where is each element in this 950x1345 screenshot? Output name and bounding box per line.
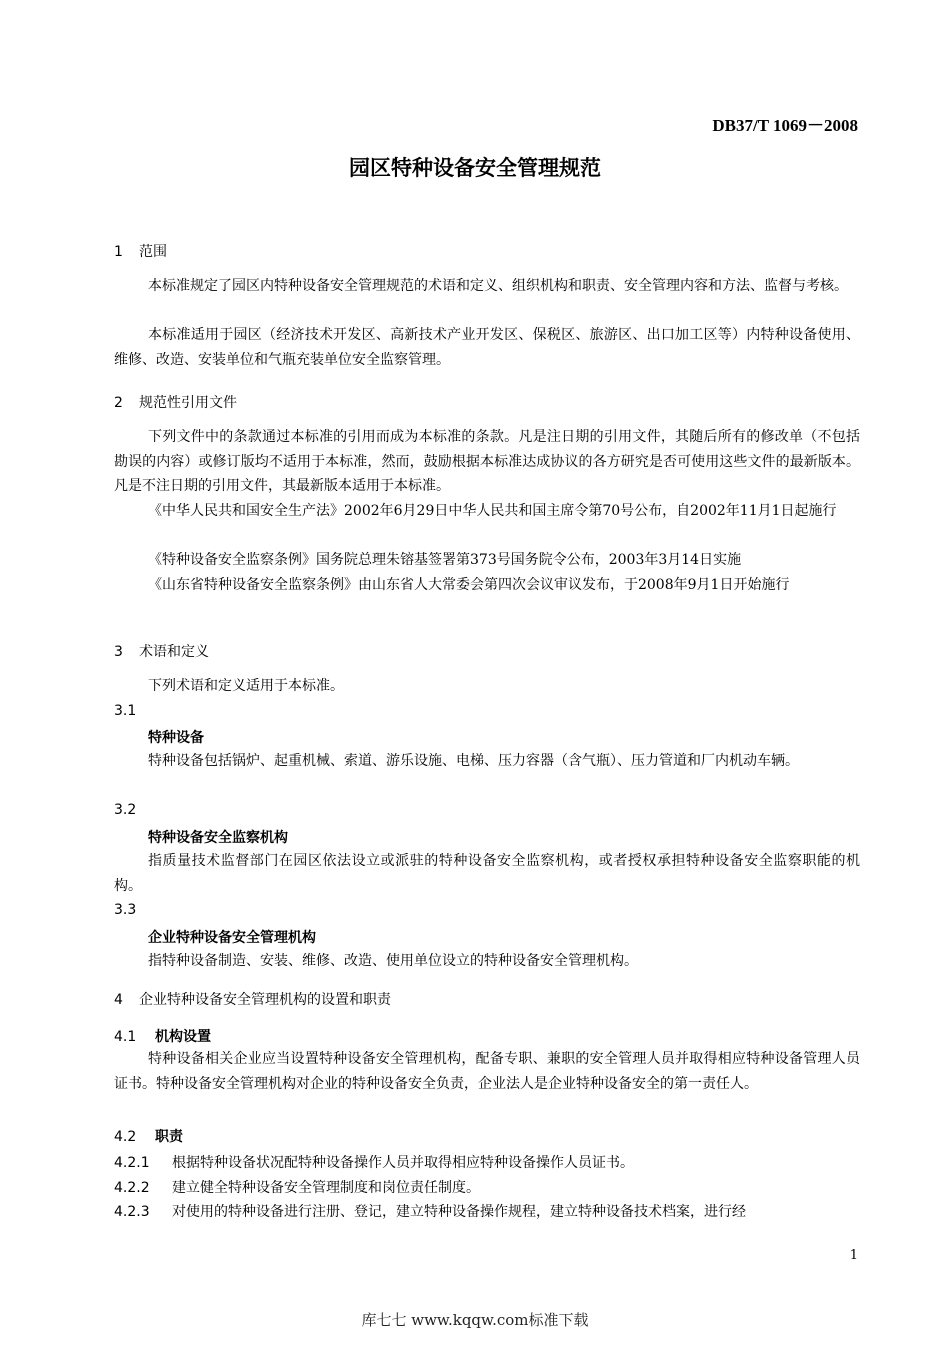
term-definition: 指特种设备制造、安装、维修、改造、使用单位设立的特种设备安全管理机构。 bbox=[148, 953, 638, 969]
section-number: 2 bbox=[114, 395, 123, 411]
term-definition: 指质量技术监督部门在园区依法设立或派驻的特种设备安全监察机构，或者授权承担特种设备安全监察职能的机构。 bbox=[114, 853, 860, 894]
section-number: 1 bbox=[114, 244, 123, 260]
section-4-heading bbox=[114, 989, 391, 1009]
term-definition: 特种设备包括锅炉、起重机械、索道、游乐设施、电梯、压力容器（含气瓶）、压力管道和厂内机动车辆。 bbox=[148, 753, 799, 769]
section-title: 企业特种设备安全管理机构的设置和职责 bbox=[139, 992, 391, 1008]
clause-number: 4.2.2 bbox=[114, 1180, 150, 1196]
subsection-number: 4.2 bbox=[114, 1129, 137, 1145]
term-number: 3.2 bbox=[114, 802, 137, 818]
term-name: 企业特种设备安全管理机构 bbox=[148, 930, 316, 946]
page-number: 1 bbox=[849, 1248, 858, 1263]
section-title: 规范性引用文件 bbox=[139, 395, 237, 411]
footer-watermark: 库七七 www.kqqw.com标准下载 bbox=[361, 1311, 589, 1329]
section-number: 4 bbox=[114, 992, 123, 1008]
document-title: 园区特种设备安全管理规范 bbox=[349, 156, 601, 180]
clause-number: 4.2.3 bbox=[114, 1204, 150, 1220]
subsection-title: 职责 bbox=[155, 1129, 183, 1145]
section-1-paragraph-1: 本标准规定了园区内特种设备安全管理规范的术语和定义、组织机构和职责、安全管理内容和方法、监督与考核。 bbox=[148, 278, 848, 294]
subsection-4-1-heading bbox=[114, 1026, 211, 1046]
term-name: 特种设备 bbox=[148, 730, 204, 746]
section-title: 术语和定义 bbox=[139, 644, 209, 660]
standard-code: DB37/T 1069－2008 bbox=[712, 116, 858, 135]
section-2-heading bbox=[114, 392, 237, 412]
clause-4-2-3 bbox=[114, 1201, 746, 1221]
clause-text: 对使用的特种设备进行注册、登记，建立特种设备操作规程，建立特种设备技术档案，进行经 bbox=[172, 1204, 746, 1220]
clause-text: 根据特种设备状况配特种设备操作人员并取得相应特种设备操作人员证书。 bbox=[172, 1155, 634, 1171]
clause-number: 4.2.1 bbox=[114, 1155, 150, 1171]
section-title: 范围 bbox=[139, 244, 167, 260]
section-number: 3 bbox=[114, 644, 123, 660]
clause-4-2-1 bbox=[114, 1152, 634, 1172]
term-number: 3.3 bbox=[114, 902, 137, 918]
section-1-heading bbox=[114, 241, 167, 261]
term-number: 3.1 bbox=[114, 703, 137, 719]
clause-text: 建立健全特种设备安全管理制度和岗位责任制度。 bbox=[172, 1180, 480, 1196]
subsection-4-2-heading bbox=[114, 1126, 183, 1146]
subsection-number: 4.1 bbox=[114, 1029, 137, 1045]
section-1-paragraph-2: 本标准适用于园区（经济技术开发区、高新技术产业开发区、保税区、旅游区、出口加工区等）内特种设备使用、维修、改造、安装单位和气瓶充装单位安全监察管理。 bbox=[114, 327, 860, 368]
term-name: 特种设备安全监察机构 bbox=[148, 830, 288, 846]
section-2-paragraph: 下列文件中的条款通过本标准的引用而成为本标准的条款。凡是注日期的引用文件，其随后所有的修改单（不包括勘误的内容）或修订版均不适用于本标准，然而，鼓励根据本标准达成协议的各方研究是否可使用这些文件的最新版本。凡是不注日期的引用文件，其最新版本适用于本标准。 bbox=[114, 429, 860, 494]
section-3-heading bbox=[114, 641, 209, 661]
subsection-title: 机构设置 bbox=[155, 1029, 211, 1045]
reference-1: 《中华人民共和国安全生产法》2002年6月29日中华人民共和国主席令第70号公布，自2002年11月1日起施行 bbox=[148, 503, 837, 519]
reference-3: 《山东省特种设备安全监察条例》由山东省人大常委会第四次会议审议发布，于2008年9月1日开始施行 bbox=[148, 577, 790, 593]
reference-2: 《特种设备安全监察条例》国务院总理朱镕基签署第373号国务院令公布，2003年3月14日实施 bbox=[148, 552, 742, 568]
subsection-4-1-paragraph: 特种设备相关企业应当设置特种设备安全管理机构，配备专职、兼职的安全管理人员并取得相应特种设备管理人员证书。特种设备安全管理机构对企业的特种设备安全负责，企业法人是企业特种设备安全的第一责任人。 bbox=[114, 1051, 860, 1092]
clause-4-2-2 bbox=[114, 1177, 480, 1197]
section-3-intro: 下列术语和定义适用于本标准。 bbox=[148, 678, 344, 694]
